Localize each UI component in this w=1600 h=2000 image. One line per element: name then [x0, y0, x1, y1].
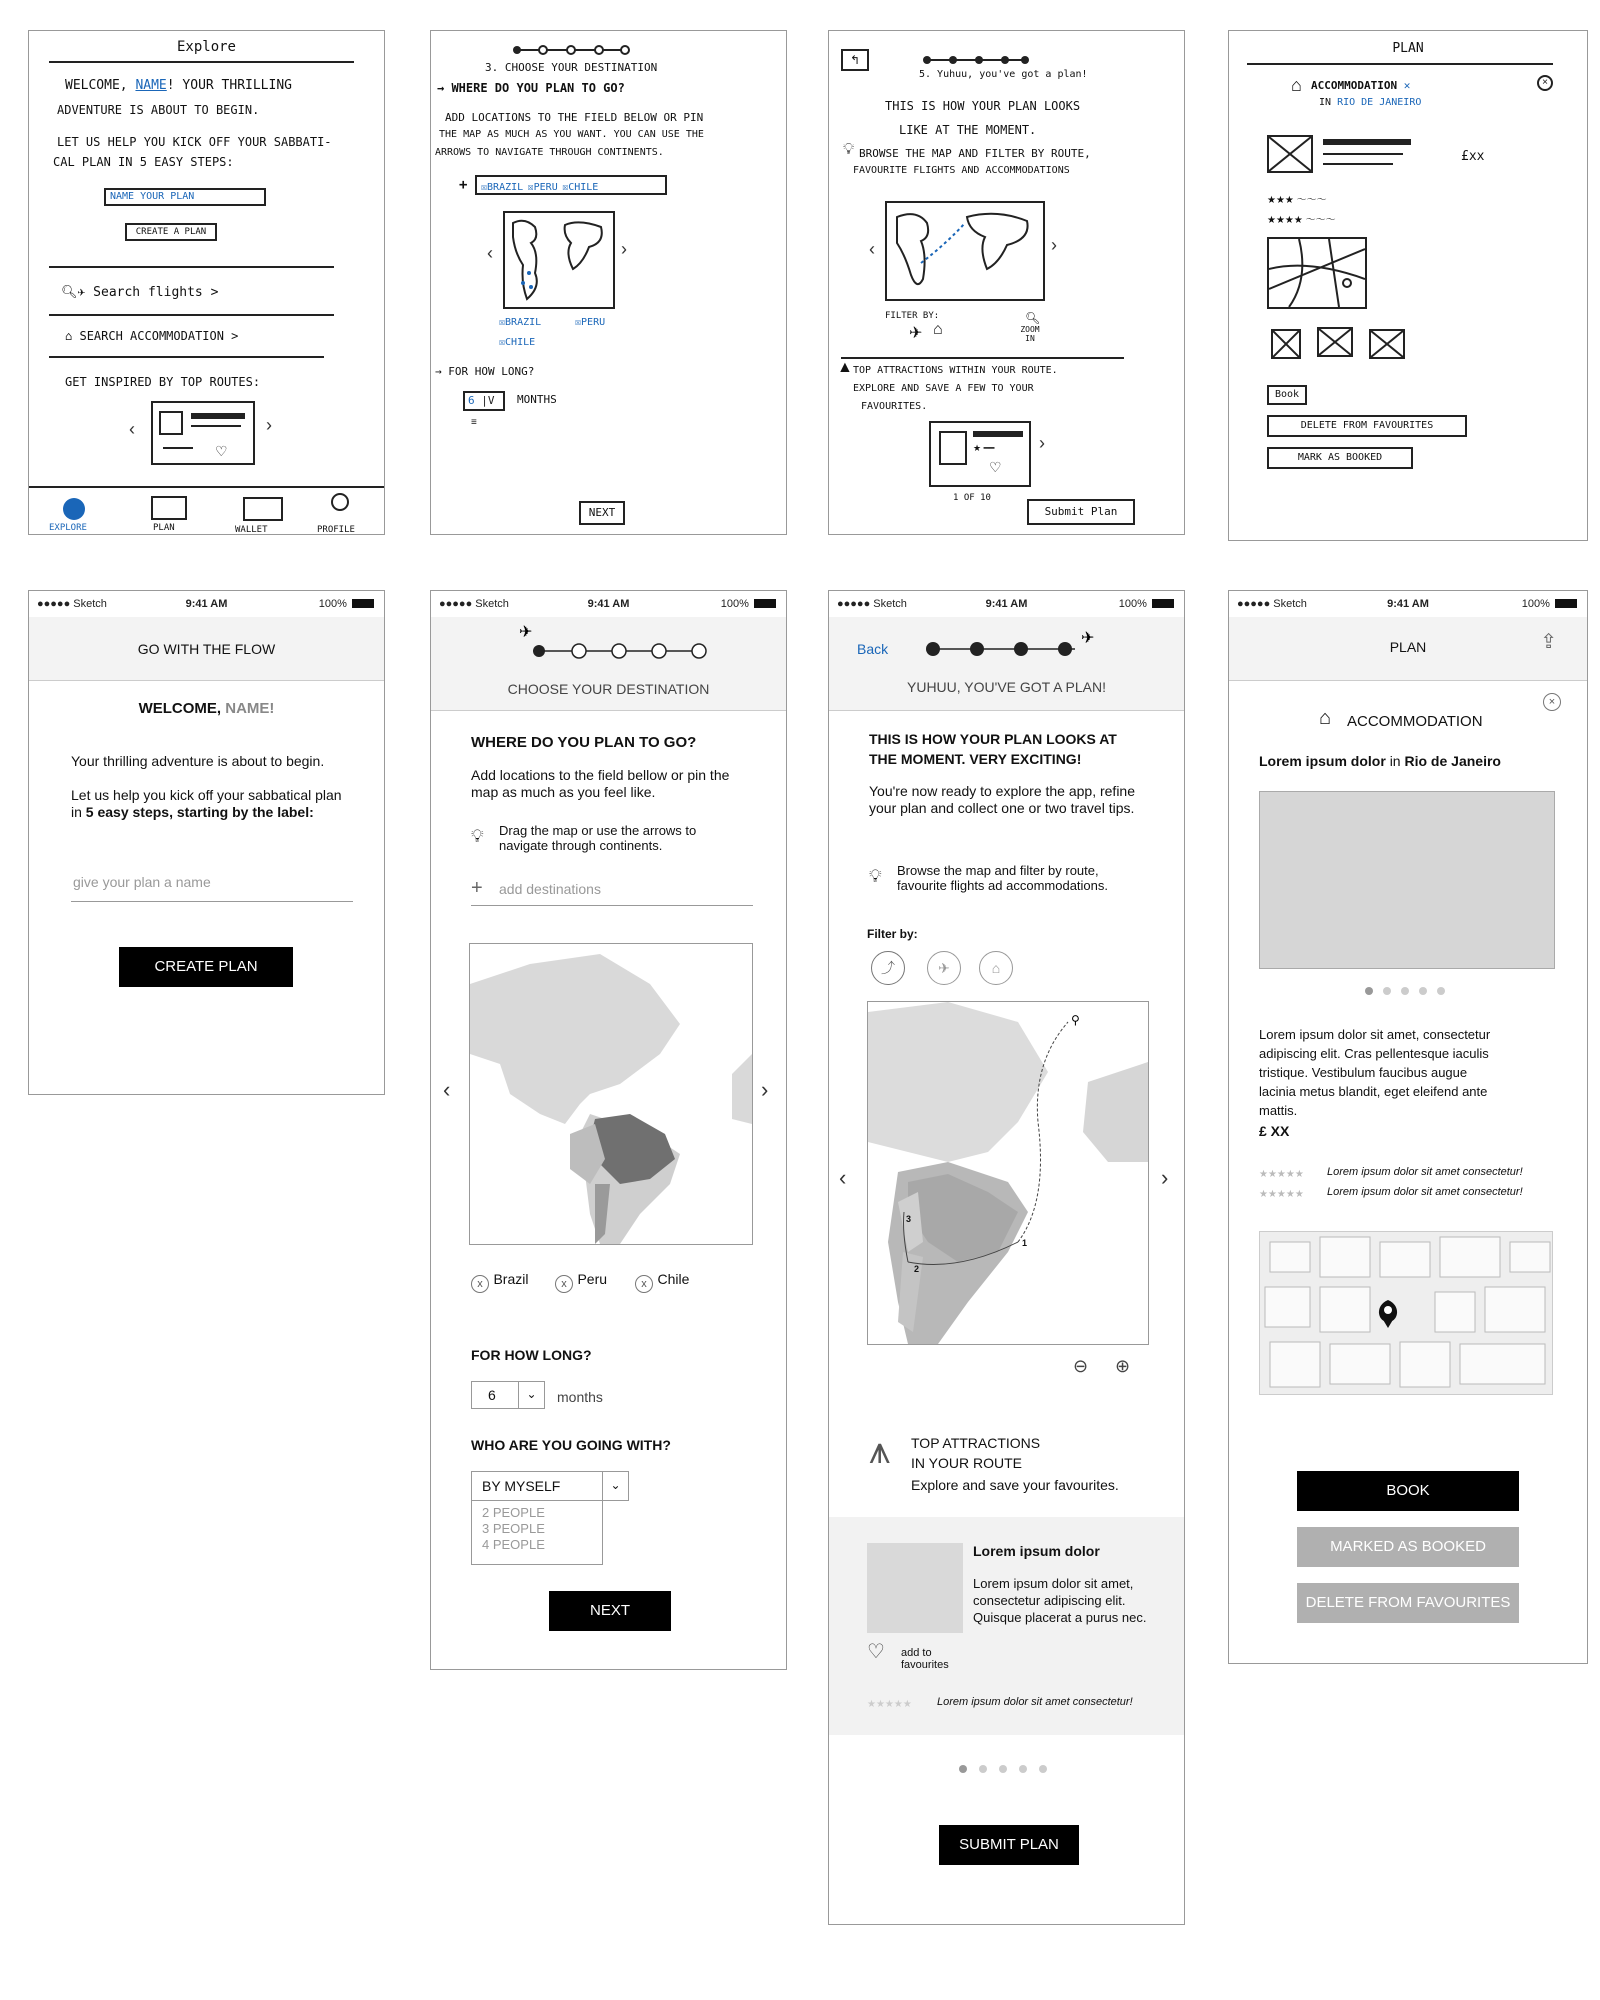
tip-text: Browse the map and filter by route, favourite flights ad accommodations.	[897, 863, 1108, 893]
plan-heading-1: THIS IS HOW YOUR PLAN LOOKS AT	[869, 731, 1117, 747]
sketch-tab-plan[interactable]: PLAN	[153, 523, 175, 533]
plan-name-underline	[71, 901, 353, 902]
attraction-title: Lorem ipsum dolor	[973, 1543, 1100, 1559]
sketch-back-icon[interactable]: ↰	[841, 49, 869, 71]
question-heading: WHERE DO YOU PLAN TO GO?	[471, 734, 697, 751]
sketch4-in	[1319, 97, 1421, 108]
map-next-icon[interactable]: ›	[761, 1077, 769, 1102]
header-title: GO WITH THE FLOW	[137, 641, 276, 657]
sketch-tag-brazil-label: BRAZIL	[487, 182, 524, 193]
sketch-next-button[interactable]: NEXT	[579, 501, 625, 525]
tip-text: Drag the map or use the arrows to navigate through continents.	[499, 823, 697, 853]
sketch-map-next-icon[interactable]: ›	[621, 239, 627, 259]
progress-steps	[519, 623, 719, 663]
sketch4-thumb-1[interactable]	[1271, 329, 1301, 359]
sketch4-delete-button[interactable]: DELETE FROM FAVOURITES	[1267, 415, 1467, 437]
sketch-globe-icon[interactable]	[63, 498, 85, 520]
sketch-plan	[1228, 30, 1588, 541]
attraction-card[interactable]	[829, 1517, 1184, 1735]
sketch-route-card[interactable]	[151, 401, 255, 465]
sketch-name: NAME	[135, 78, 167, 93]
sketch3-top1: TOP ATTRACTIONS WITHIN YOUR ROUTE.	[853, 365, 1058, 376]
sketch4-title: PLAN	[1392, 41, 1424, 56]
sketch-search-icon: 🔍︎✈	[61, 285, 86, 300]
companions-options	[471, 1501, 603, 1565]
map-prev-icon[interactable]: ‹	[443, 1077, 451, 1102]
battery-icon	[1152, 599, 1174, 608]
tip-bulb-icon: 💡︎	[869, 866, 882, 886]
sketch-check-peru[interactable]: ☒PERU	[575, 317, 606, 328]
sketch3-zoom-icon[interactable]: 🔍︎	[1025, 311, 1041, 325]
status-time: 9:41 AM	[587, 598, 630, 610]
sketch4-in-label: IN	[1319, 97, 1332, 108]
question-text: Add locations to the field bellow or pin the map as much as you feel like.	[471, 767, 730, 800]
accommodation-price: £ XX	[1259, 1123, 1290, 1139]
carousel-dot[interactable]	[979, 1765, 987, 1773]
sketch-question: → WHERE DO YOU PLAN TO GO?	[437, 81, 625, 95]
wireframe-welcome	[28, 590, 385, 1095]
sketch-progress	[511, 43, 631, 57]
sketch3-house-icon[interactable]: ⌂	[933, 321, 943, 338]
sketch-tag-brazil[interactable]: ☒BRAZIL	[481, 182, 524, 193]
attractions-heading-1: TOP ATTRACTIONS	[911, 1435, 1041, 1451]
status-battery	[1522, 598, 1577, 610]
status-battery	[319, 598, 374, 610]
remove-icon[interactable]: x	[555, 1275, 573, 1293]
sketch-folder-icon[interactable]	[243, 497, 283, 521]
sketch-tag-chile-label: CHILE	[568, 182, 599, 193]
sketch4-map[interactable]	[1267, 237, 1367, 309]
sketch3-attraction-card[interactable]: ★ ━━ ♡	[929, 421, 1031, 487]
status-battery-label: 100%	[1118, 598, 1147, 610]
route-map[interactable]	[867, 1001, 1149, 1345]
sketch-profile-icon[interactable]	[331, 493, 349, 511]
gallery-dot[interactable]	[1365, 987, 1373, 995]
heart-icon[interactable]: ♡	[867, 1641, 885, 1663]
attractions-heading-2: IN YOUR ROUTE	[911, 1455, 1022, 1471]
add-favourites-link[interactable]: add to favourites	[901, 1647, 949, 1671]
sketch3-zoom: ZOOM IN	[1020, 325, 1040, 343]
title-in: in	[1389, 753, 1401, 769]
review-text: Lorem ipsum dolor sit amet consectetur!	[937, 1696, 1133, 1708]
steps-text-b: 5 easy steps, starting by the label:	[85, 804, 314, 820]
sketch-tab-explore[interactable]: EXPLORE	[49, 523, 87, 533]
attraction-image	[867, 1543, 963, 1633]
plan-text: You're now ready to explore the app, refine your plan and collect one or two travel tips.	[869, 783, 1135, 816]
sketch4-house-icon: ⌂	[1291, 75, 1302, 95]
sketch4-close-icon[interactable]: ×	[1537, 75, 1553, 91]
accommodation-title	[1259, 753, 1501, 770]
sketch-step: 3. CHOOSE YOUR DESTINATION	[485, 61, 658, 74]
status-carrier: ●●●●● Sketch	[439, 598, 509, 610]
sketch-plus-icon[interactable]: +	[459, 177, 468, 193]
review-text-1: Lorem ipsum dolor sit amet consectetur!	[1327, 1166, 1523, 1178]
sketch-tag-chile[interactable]: ☒CHILE	[562, 182, 599, 193]
sketch-search-flights-label: Search flights >	[93, 285, 219, 300]
sketch-house-icon: ⌂	[65, 329, 73, 343]
companions-value: BY MYSELF	[482, 1478, 561, 1494]
sketch4-thumb-3-x	[1371, 331, 1403, 357]
sketch3-prev-icon[interactable]: ‹	[869, 239, 875, 259]
sketch4-book-button[interactable]: Book	[1267, 385, 1307, 405]
sketch3-step: 5. Yuhuu, you've got a plan!	[919, 69, 1088, 80]
route-stop-1: 1	[1022, 1238, 1028, 1248]
steps-text	[71, 787, 347, 821]
sketch-next-icon[interactable]: ›	[266, 415, 272, 435]
sketch4-mark-button[interactable]: MARK AS BOOKED	[1267, 447, 1413, 469]
header-title: PLAN	[1389, 639, 1427, 655]
nav-header	[829, 617, 1184, 711]
review-stars: ★★★★★	[1259, 1189, 1304, 1200]
nav-header	[1229, 617, 1587, 681]
filter-route-button[interactable]	[871, 951, 905, 985]
steps-text-a: Let us help you kick off your sabbatical plan in	[71, 787, 342, 820]
sketch3-next-icon[interactable]: ›	[1051, 235, 1057, 255]
sketch-list-icon: ≡	[471, 417, 477, 428]
sketch-tab-profile[interactable]: PROFILE	[317, 525, 355, 535]
welcome-heading	[29, 699, 384, 718]
tag-chile[interactable]	[635, 1271, 689, 1293]
battery-icon	[352, 599, 374, 608]
remove-icon[interactable]: x	[471, 1275, 489, 1293]
sketch4-rating-2: ★★★★ 〜〜〜	[1267, 215, 1336, 226]
zoom-in-icon[interactable]: ⊕	[1115, 1356, 1131, 1376]
eiffel-tower-icon: ⩚	[869, 1430, 891, 1472]
submit-plan-button[interactable]: SUBMIT PLAN	[939, 1825, 1079, 1865]
sketch-check-chile-label: CHILE	[505, 337, 536, 348]
sketch-months: MONTHS	[517, 393, 557, 406]
sketch3-l3: BROWSE THE MAP AND FILTER BY ROUTE,	[859, 147, 1091, 160]
sketch-p2: THE MAP AS MUCH AS YOU WANT. YOU CAN USE THE	[439, 129, 704, 140]
status-carrier: ●●●●● Sketch	[1237, 598, 1307, 610]
sketch-explore	[28, 30, 385, 535]
sketch-tag-peru-label: PERU	[533, 182, 558, 193]
sketch-duration-value: 6	[468, 394, 475, 407]
tag-chile-label: Chile	[657, 1271, 690, 1287]
plane-icon: ✈	[1081, 628, 1095, 647]
going-with-heading: WHO ARE YOU GOING WITH?	[471, 1437, 671, 1453]
sketch-map-outline	[505, 213, 613, 307]
sketch4-price: £xx	[1461, 149, 1485, 164]
header-title: CHOOSE YOUR DESTINATION	[507, 681, 710, 697]
chevron-down-icon[interactable]: ⌄	[602, 1472, 628, 1500]
sketch-search-acc-label: SEARCH ACCOMMODATION >	[79, 329, 239, 343]
street-map	[1260, 1232, 1553, 1395]
status-bar	[431, 591, 786, 617]
sketch4-photo	[1267, 135, 1313, 173]
status-bar	[1229, 591, 1587, 617]
option-2-people[interactable]: 2 PEOPLE	[482, 1505, 545, 1520]
sketch3-map-outline	[887, 203, 1043, 299]
status-time: 9:41 AM	[185, 598, 228, 610]
sketch-map-icon[interactable]	[151, 496, 187, 520]
sketch-duration-field[interactable]: 6 |V	[463, 391, 505, 411]
sketch-tab-wallet[interactable]: WALLET	[235, 525, 268, 535]
nav-header	[431, 617, 786, 711]
sketch4-thumb-1-x	[1273, 331, 1299, 357]
delete-from-favourites-button[interactable]: DELETE FROM FAVOURITES	[1297, 1583, 1519, 1623]
sketch-prev-icon[interactable]: ‹	[129, 419, 135, 439]
map-next-icon[interactable]: ›	[1161, 1165, 1169, 1190]
tag-peru-label: Peru	[577, 1271, 608, 1287]
sketch-check-chile[interactable]: ☒CHILE	[499, 337, 536, 348]
duration-select[interactable]	[471, 1381, 545, 1409]
sketch-map-prev-icon[interactable]: ‹	[487, 243, 493, 263]
location-map[interactable]	[1259, 1231, 1553, 1395]
filter-label: Filter by:	[867, 927, 918, 941]
sketch3-image-placeholder	[939, 431, 967, 465]
plan-name-input[interactable]: give your plan a name	[73, 874, 211, 890]
gallery-dot[interactable]	[1401, 987, 1409, 995]
sketch-check-brazil[interactable]: ☒BRAZIL	[499, 317, 542, 328]
review-text-2: Lorem ipsum dolor sit amet consectetur!	[1327, 1186, 1523, 1198]
sketch-map[interactable]	[503, 211, 615, 309]
sketch3-heart-icon[interactable]: ♡	[989, 459, 1002, 475]
battery-icon	[1555, 599, 1577, 608]
review-stars: ★★★★★	[867, 1699, 912, 1710]
sketch3-card-next-icon[interactable]: ›	[1039, 433, 1045, 453]
house-icon: ⌂	[991, 960, 1001, 976]
status-battery-label: 100%	[720, 598, 749, 610]
gallery-dot[interactable]	[1383, 987, 1391, 995]
sketch-line2: ADVENTURE IS ABOUT TO BEGIN.	[57, 103, 260, 117]
sketch4-thumb-2[interactable]	[1317, 327, 1353, 357]
sketch3-submit-button[interactable]: Submit Plan	[1027, 499, 1135, 525]
sketch-search-flights[interactable]	[61, 285, 218, 300]
map-prev-icon[interactable]: ‹	[839, 1165, 847, 1190]
months-label: months	[557, 1389, 603, 1405]
sketch-search-accommodation[interactable]	[65, 329, 238, 343]
route-pin-icon: ⚲	[1071, 1013, 1080, 1027]
header-title: YUHUU, YOU'VE GOT A PLAN!	[907, 679, 1106, 695]
sketch4-photo-x	[1269, 137, 1311, 171]
nav-header	[29, 617, 384, 681]
gallery-dot[interactable]	[1437, 987, 1445, 995]
sketch-welcome-rest: ! YOUR THRILLING	[166, 78, 292, 93]
sketch4-rating-1: ★★★ 〜〜〜	[1267, 195, 1327, 206]
sketch-how-long: → FOR HOW LONG?	[435, 365, 535, 378]
option-4-people[interactable]: 4 PEOPLE	[482, 1537, 545, 1552]
sketch-choose-destination	[430, 30, 787, 535]
sketch3-filter: FILTER BY:	[885, 311, 940, 321]
title-city: Rio de Janeiro	[1404, 753, 1501, 769]
chevron-down-icon[interactable]: ⌄	[518, 1382, 544, 1408]
sketch3-plane-icon[interactable]: ✈	[909, 325, 923, 342]
sketch-name-plan-field[interactable]: NAME YOUR PLAN	[104, 188, 266, 206]
sketch4-acc-label: ACCOMMODATION	[1311, 79, 1398, 92]
welcome-label: WELCOME,	[138, 700, 222, 717]
status-carrier: ●●●●● Sketch	[37, 598, 107, 610]
accommodation-heading: ACCOMMODATION	[1347, 713, 1483, 730]
route-map-svg	[868, 1002, 1148, 1344]
intro-text: Your thrilling adventure is about to begin.	[71, 753, 325, 769]
house-icon: ⌂	[1319, 707, 1332, 729]
sketch4-map-lines	[1269, 239, 1365, 307]
how-long-heading: FOR HOW LONG?	[471, 1347, 592, 1363]
sketch3-l1: THIS IS HOW YOUR PLAN LOOKS	[885, 99, 1081, 113]
next-button[interactable]: NEXT	[549, 1591, 671, 1631]
create-plan-button[interactable]: CREATE PLAN	[119, 947, 293, 987]
sketch-inspired: GET INSPIRED BY TOP ROUTES:	[65, 375, 261, 389]
carousel-dot[interactable]	[999, 1765, 1007, 1773]
wireframe-plan-ready	[828, 590, 1185, 1925]
tip-bulb-icon: 💡︎	[471, 826, 484, 846]
sketch-got-a-plan	[828, 30, 1185, 535]
sketch-check-peru-label: PERU	[581, 317, 606, 328]
plane-icon: ✈	[519, 623, 533, 641]
zoom-out-icon[interactable]: ⊖	[1073, 1356, 1089, 1376]
share-icon[interactable]: ⇪	[1540, 631, 1557, 653]
route-stop-2: 2	[914, 1264, 920, 1274]
battery-icon	[754, 599, 776, 608]
back-link[interactable]: Back	[857, 641, 889, 657]
companions-select[interactable]	[471, 1471, 629, 1501]
sketch4-acc: ACCOMMODATION ✕	[1311, 79, 1411, 92]
sketch3-pager: 1 OF 10	[953, 493, 991, 503]
accommodation-description: Lorem ipsum dolor sit amet, consectetur adipiscing elit. Cras pellentesque iaculis tristique. Vestibulum faucibus augue lacinia metus blandit, eget eleifend ante mattis.	[1259, 1027, 1491, 1118]
carousel-dot[interactable]	[1019, 1765, 1027, 1773]
filter-flights-button[interactable]	[927, 951, 961, 985]
sketch3-bulb-icon: 💡︎	[843, 141, 855, 158]
title-name: Lorem ipsum dolor	[1259, 753, 1386, 769]
tag-brazil[interactable]	[471, 1271, 528, 1293]
sketch-welcome: WELCOME,	[65, 78, 128, 93]
sketch4-thumb-2-x	[1319, 329, 1351, 355]
destination-map[interactable]	[469, 943, 753, 1245]
status-carrier: ●●●●● Sketch	[837, 598, 907, 610]
plan-heading-2: THE MOMENT. VERY EXCITING!	[869, 751, 1082, 767]
sketch3-l2: LIKE AT THE MOMENT.	[899, 123, 1037, 137]
sketch-line4: CAL PLAN IN 5 EASY STEPS:	[53, 155, 234, 169]
status-battery-label: 100%	[318, 598, 347, 610]
carousel-dot[interactable]	[1039, 1765, 1047, 1773]
sketch-line3: LET US HELP YOU KICK OFF YOUR SABBATI-	[57, 135, 332, 149]
sketch-p3: ARROWS TO NAVIGATE THROUGH CONTINENTS.	[435, 147, 664, 158]
sketch-heart-icon: ♡	[215, 443, 228, 459]
destinations-input[interactable]: add destinations	[499, 881, 601, 897]
marked-as-booked-button[interactable]: MARKED AS BOOKED	[1297, 1527, 1519, 1567]
tag-peru[interactable]	[555, 1271, 607, 1293]
sketch-p1: ADD LOCATIONS TO THE FIELD BELOW OR PIN	[445, 111, 704, 124]
gallery-dot[interactable]	[1419, 987, 1427, 995]
wireframe-plan-detail	[1228, 590, 1588, 1664]
sketch-tag-field[interactable]	[475, 175, 667, 195]
sketch-image-placeholder	[159, 411, 183, 435]
sketch3-map[interactable]	[885, 201, 1045, 301]
carousel-dot[interactable]	[959, 1765, 967, 1773]
sketch4-city: RIO DE JANEIRO	[1337, 97, 1422, 108]
book-button[interactable]: BOOK	[1297, 1471, 1519, 1511]
status-battery	[721, 598, 776, 610]
sketch-tag-peru[interactable]: ☒PERU	[527, 182, 558, 193]
status-battery-label: 100%	[1521, 598, 1550, 610]
route-stop-3: 3	[906, 1214, 912, 1224]
sketch-check-brazil-label: BRAZIL	[505, 317, 542, 328]
accommodation-photo[interactable]	[1259, 791, 1555, 969]
duration-value: 6	[488, 1387, 496, 1403]
close-icon[interactable]: ×	[1543, 693, 1561, 711]
sketch3-l4: FAVOURITE FLIGHTS AND ACCOMMODATIONS	[853, 165, 1070, 176]
sketch-progress-done	[921, 53, 1031, 67]
welcome-name: NAME!	[225, 700, 275, 717]
filter-accommodation-button[interactable]	[979, 951, 1013, 985]
sketch3-top3: FAVOURITES.	[861, 401, 928, 412]
option-3-people[interactable]: 3 PEOPLE	[482, 1521, 545, 1536]
attractions-text: Explore and save your favourites.	[911, 1477, 1119, 1493]
sketch3-top2: EXPLORE AND SAVE A FEW TO YOUR	[853, 383, 1034, 394]
status-battery	[1119, 598, 1174, 610]
progress-steps-complete	[925, 623, 1125, 663]
review-stars: ★★★★★	[1259, 1169, 1304, 1180]
plane-icon: ✈	[938, 960, 950, 976]
sketch4-thumb-3[interactable]	[1369, 329, 1405, 359]
plus-icon[interactable]: +	[471, 877, 483, 899]
route-icon: ⤴	[881, 960, 895, 976]
sketch3-tower-icon: ▲	[837, 359, 853, 376]
status-bar	[29, 591, 384, 617]
attraction-text: Lorem ipsum dolor sit amet, consectetur adipiscing elit. Quisque placerat a purus nec.	[973, 1576, 1147, 1625]
destinations-underline	[471, 905, 753, 906]
map-continents	[470, 944, 752, 1244]
sketch-title: Explore	[176, 39, 236, 55]
tag-brazil-label: Brazil	[493, 1271, 529, 1287]
remove-icon[interactable]: x	[635, 1275, 653, 1293]
status-time: 9:41 AM	[985, 598, 1028, 610]
sketch-create-plan-button[interactable]: CREATE A PLAN	[125, 223, 217, 241]
status-time: 9:41 AM	[1387, 598, 1429, 610]
wireframe-destination	[430, 590, 787, 1670]
status-bar	[829, 591, 1184, 617]
